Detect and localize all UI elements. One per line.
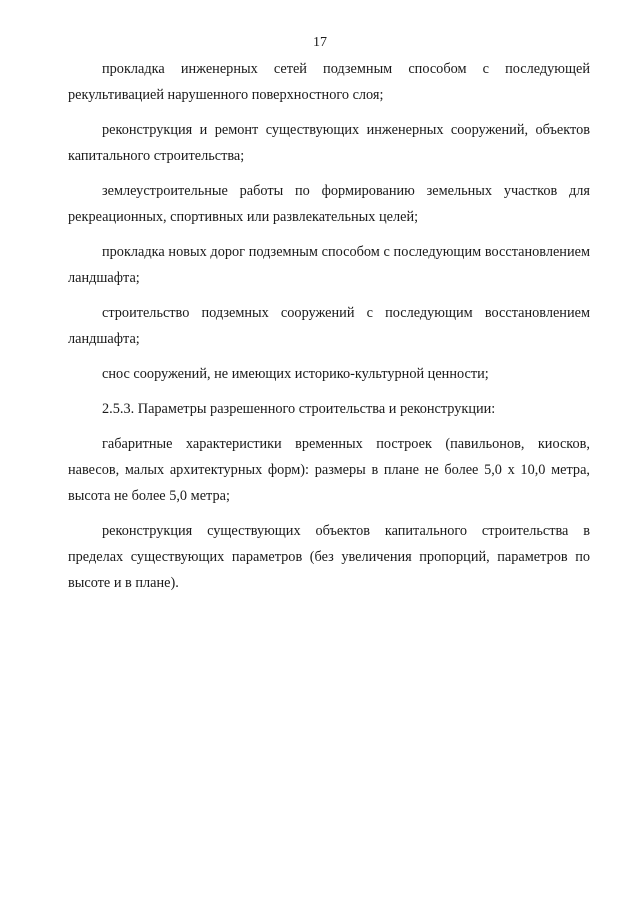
paragraph-reconstruction-repair: реконструкция и ремонт существующих инженерных сооружений, объектов капитального строительства; — [68, 122, 590, 164]
paragraph-demolition: снос сооружений, не имеющих историко-культурной ценности; — [102, 366, 489, 382]
paragraph-new-roads: прокладка новых дорог подземным способом с последующим восстановлением ландшафта; — [68, 244, 590, 286]
page-number: 17 — [313, 35, 327, 50]
document-body — [68, 56, 590, 605]
section-heading-2-5-3: 2.5.3. Параметры разрешенного строительства и реконструкции: — [102, 401, 496, 417]
paragraph-reconstruction-limits: реконструкция существующих объектов капитального строительства в пределах существующих параметров (без увеличения пропорций, параметров по высоте и в плане). — [68, 523, 590, 591]
paragraph-temporary-buildings: габаритные характеристики временных построек (павильонов, киосков, навесов, малых архитектурных форм): размеры в плане не более 5,0 х 10,0 метра, высота не более 5,0 метра; — [68, 436, 590, 504]
paragraph-underground-structures: строительство подземных сооружений с последующим восстановлением ландшафта; — [68, 305, 590, 347]
paragraph-underground-networks: прокладка инженерных сетей подземным способом с последующей рекультивацией нарушенного поверхностного слоя; — [68, 61, 590, 103]
paragraph-land-works: землеустроительные работы по формированию земельных участков для рекреационных, спортивных или развлекательных целей; — [68, 183, 590, 225]
